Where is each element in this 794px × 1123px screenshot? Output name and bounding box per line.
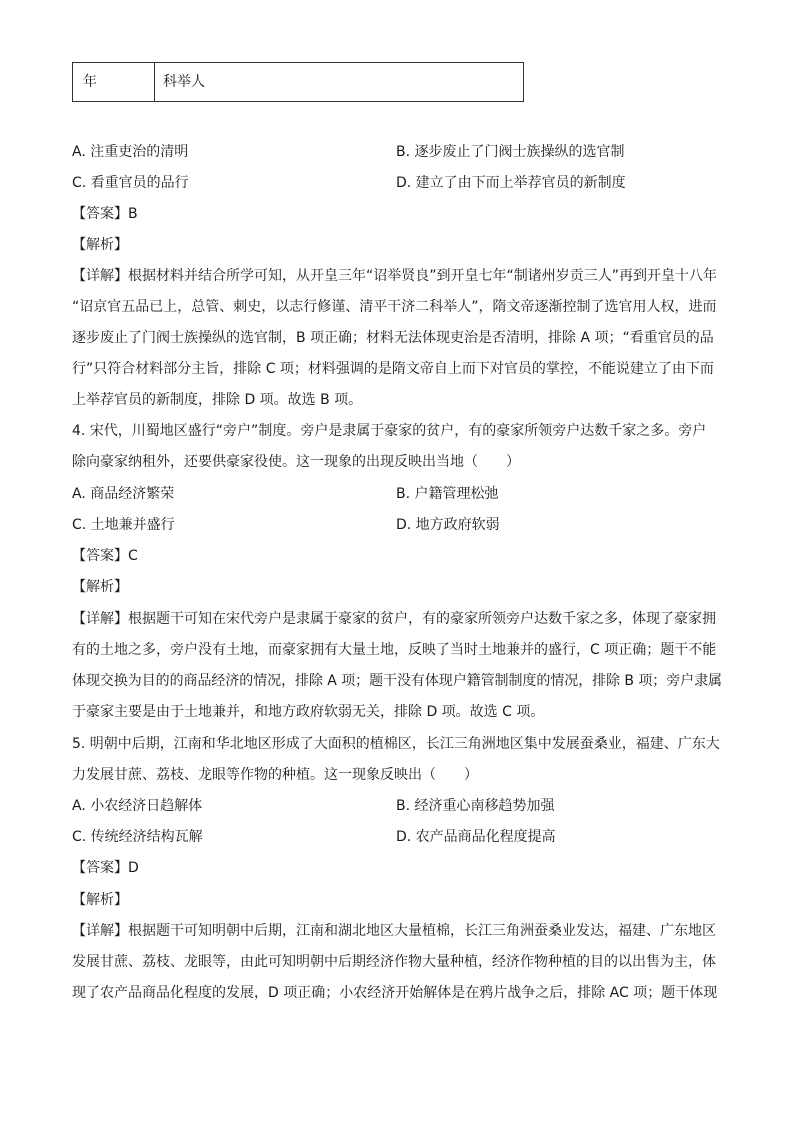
q3-detail-line: “诏京官五品已上，总管、刺史，以志行修谨、清平干济二科举人”，隋文帝逐渐控制了选官用人权，进而 [72,299,717,315]
q4-stem-line: 4. 宋代，川蜀地区盛行“旁户”制度。旁户是隶属于豪家的贫户，有的豪家所领旁户达数千家之多。旁户 [72,423,707,439]
q5-detail-line: 现了农产品商品化程度的发展，D 项正确；小农经济开始解体是在鸦片战争之后，排除 AC 项；题干体现 [72,985,718,1001]
q5-option-d: D. 农产品商品化程度提高 [396,829,556,845]
q4-option-a: A. 商品经济繁荣 [72,486,175,502]
q4-detail-line: 有的土地之多，旁户没有土地，而豪家拥有大量土地，反映了当时土地兼并的盛行，C 项正确；题干不能 [72,642,717,658]
q4-stem-line: 除向豪家纳租外，还要供豪家役使。这一现象的出现反映出当地（ ） [72,454,520,470]
q3-answer: 【答案】B [72,206,138,222]
keju-table [72,62,524,102]
q5-detail-line: 发展甘蔗、荔枝、龙眼等，由此可知明朝中后期经济作物大量种植，经济作物种植的目的以出售为主，体 [72,954,716,970]
q4-analysis-label: 【解析】 [72,579,128,595]
q4-detail-line: 体现交换为目的的商品经济的情况，排除 A 项；题干没有体现户籍管制制度的情况，排除 B 项；旁户隶属 [72,673,722,689]
q3-detail-line: 上举荐官员的新制度，排除 D 项。故选 B 项。 [72,392,363,408]
q5-option-b: B. 经济重心南移趋势加强 [396,798,555,814]
q3-option-d: D. 建立了由下而上举荐官员的新制度 [396,175,626,191]
q4-option-b: B. 户籍管理松弛 [396,486,499,502]
q5-answer: 【答案】D [72,860,139,876]
q5-option-a: A. 小农经济日趋解体 [72,798,203,814]
table-cell-keju: 科举人 [163,74,205,90]
q3-option-b: B. 逐步废止了门阀士族操纵的选官制 [396,144,625,160]
q4-option-c: C. 土地兼并盛行 [72,517,175,533]
q5-stem-line: 力发展甘蔗、荔枝、龙眼等作物的种植。这一现象反映出（ ） [72,767,478,783]
q4-option-d: D. 地方政府软弱 [396,517,500,533]
q3-option-a: A. 注重吏治的清明 [72,144,189,160]
q5-stem-line: 5. 明朝中后期，江南和华北地区形成了大面积的植棉区，长江三角洲地区集中发展蚕桑业，福建、广东大 [72,736,720,752]
q3-analysis-label: 【解析】 [72,237,128,253]
q5-analysis-label: 【解析】 [72,892,128,908]
q4-answer: 【答案】C [72,548,138,564]
q5-detail-line: 【详解】根据题干可知明朝中后期，江南和湖北地区大量植棉，长江三角洲蚕桑业发达，福建、广东地区 [72,923,716,939]
q4-detail-line: 【详解】根据题干可知在宋代旁户是隶属于豪家的贫户，有的豪家所领旁户达数千家之多，体现了豪家拥 [72,611,716,627]
q3-detail-line: 行”只符合材料部分主旨，排除 C 项；材料强调的是隋文帝自上而下对官员的掌控，不能说建立了由下而 [72,361,714,377]
table-cell-year: 年 [73,63,155,101]
q3-detail-line: 【详解】根据材料并结合所学可知，从开皇三年“诏举贤良”到开皇七年“制诸州岁贡三人”再到开皇十八年 [72,268,718,284]
q3-detail-line: 逐步废止了门阀士族操纵的选官制，B 项正确；材料无法体现吏治是否清明，排除 A 项；“看重官员的品 [72,330,714,346]
q4-detail-line: 于豪家主要是由于土地兼并，和地方政府软弱无关，排除 D 项。故选 C 项。 [72,704,545,720]
q3-option-c: C. 看重官员的品行 [72,175,189,191]
q5-option-c: C. 传统经济结构瓦解 [72,829,203,845]
